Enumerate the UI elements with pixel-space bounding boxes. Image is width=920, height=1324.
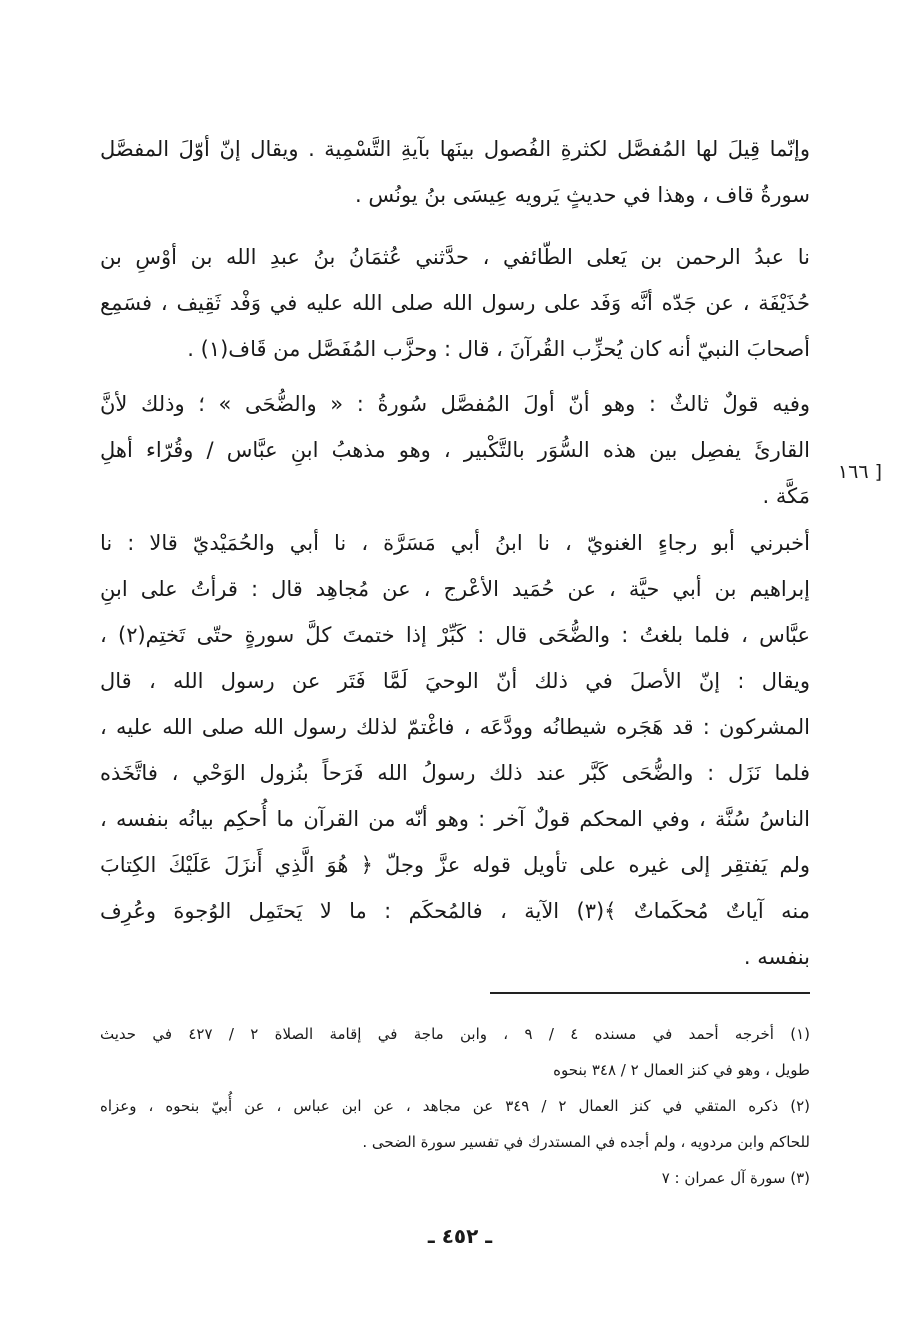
footnote-separator bbox=[490, 992, 810, 994]
text-line: أصحابَ النبيّ أنه كان يُحزِّب القُرآنَ ، قال : وحزَّب المُفَصَّل من قَاف(١) . bbox=[187, 337, 810, 361]
text-line: أخبرني أبو رجاءٍ الغنويّ ، نا ابنُ أبي مَسَرَّة ، نا أبي والحُمَيْديّ قالا : نا bbox=[100, 531, 810, 555]
paragraph-1 bbox=[100, 126, 810, 218]
text-line: عبَّاس ، فلما بلغتُ : والضُّحَى قال : كَبِّرْ إذا ختمتَ كلَّ سورةٍ حتّى تَختِم(٢) ، bbox=[100, 623, 810, 647]
text-line: القارئَ يفصِل بين هذه السُّوَر بالتَّكْبير ، وهو مذهبُ ابنِ عبَّاس / وقُرّاء أهلِ bbox=[100, 438, 810, 462]
text-line: ولم يَفتقِر إلى غيره على تأويل قوله عزَّ وجلّ ﴿ هُوَ الَّذِي أَنزَلَ عَلَيْكَ الكِتابَ bbox=[100, 853, 810, 877]
text-line: منه آياتٌ مُحكَماتٌ ﴾(٣) الآية ، فالمُحكَم : ما لا يَحتَمِل الوُجوهَ وعُرِف bbox=[100, 899, 810, 923]
footnote-line: (١) أخرجه أحمد في مسنده ٤ / ٩ ، وابن ماجة في إقامة الصلاة ٢ / ٤٢٧ في حديث bbox=[100, 1025, 810, 1043]
text-line: سورةُ قاف ، وهذا في حديثٍ يَرويه عِيسَى بنُ يونُس . bbox=[354, 183, 810, 207]
paragraph-3 bbox=[100, 381, 810, 519]
footnote-line: طويل ، وهو في كنز العمال ٢ / ٣٤٨ بنحوه bbox=[553, 1061, 810, 1079]
footnote-line: (٢) ذكره المتقي في كنز العمال ٢ / ٣٤٩ عن مجاهد ، عن ابن عباس ، عن أُبيّ بنحوه ، وعزاه bbox=[100, 1097, 810, 1115]
text-line: نا عبدُ الرحمن بن يَعلى الطّائفي ، حدَّثني عُثمَانُ بنُ عبدِ الله بن أوْسِ بن bbox=[100, 245, 810, 269]
text-line: فلما نَزَل : والضُّحَى كَبَّر عند ذلك رسولُ الله فَرَحاً بنُزول الوَحْي ، فاتَّخَذه bbox=[100, 761, 810, 785]
footnotes bbox=[100, 1016, 810, 1196]
text-line: المشركون : قد هَجَره شيطانُه وودَّعَه ، فاغْتمّ لذلك رسول الله صلى الله عليه ، bbox=[100, 715, 810, 739]
text-line: مَكَّة . bbox=[762, 484, 810, 508]
text-line: وفيه قولٌ ثالثٌ : وهو أنّ أولَ المُفصَّل سُورةُ : « والضُّحَى » ؛ وذلك لأنَّ bbox=[100, 392, 810, 416]
page-number: ـ ٤٥٢ ـ bbox=[427, 1224, 493, 1248]
text-line: إبراهيم بن أبي حيَّة ، عن حُمَيد الأعْرج ، عن مُجاهِد قال : قرأتُ على ابنِ bbox=[100, 577, 810, 601]
text-line: وإنّما قِيلَ لها المُفصَّل لكثرةِ الفُصول بينَها بآيةِ التَّسْمِية . ويقال إنّ أوّلَ المفصَّل bbox=[100, 137, 810, 161]
text-line: حُذَيْفَة ، عن جَدّه أنَّه وَفَد على رسول الله صلى الله عليه في وَفْد ثَقِيف ، فسَمِع bbox=[100, 291, 810, 315]
paragraph-2 bbox=[100, 234, 810, 372]
manuscript-folio-marker: [ ١٦٦ bbox=[837, 461, 882, 483]
footnote-line: للحاكم وابن مردويه ، ولم أجده في المستدرك في تفسير سورة الضحى . bbox=[362, 1133, 810, 1151]
text-line: ويقال : إنّ الأصلَ في ذلك أنّ الوحيَ لَمَّا فَتَر عن رسول الله ، قال bbox=[100, 669, 810, 693]
text-line: الناسُ سُنَّة ، وفي المحكم قولٌ آخر : وهو أنّه من القرآن ما أُحكِم بيانُه بنفسه ، bbox=[100, 807, 810, 831]
paragraph-4 bbox=[100, 520, 810, 980]
footnote-line: (٣) سورة آل عمران : ٧ bbox=[661, 1169, 810, 1187]
text-line: بنفسه . bbox=[743, 945, 810, 969]
